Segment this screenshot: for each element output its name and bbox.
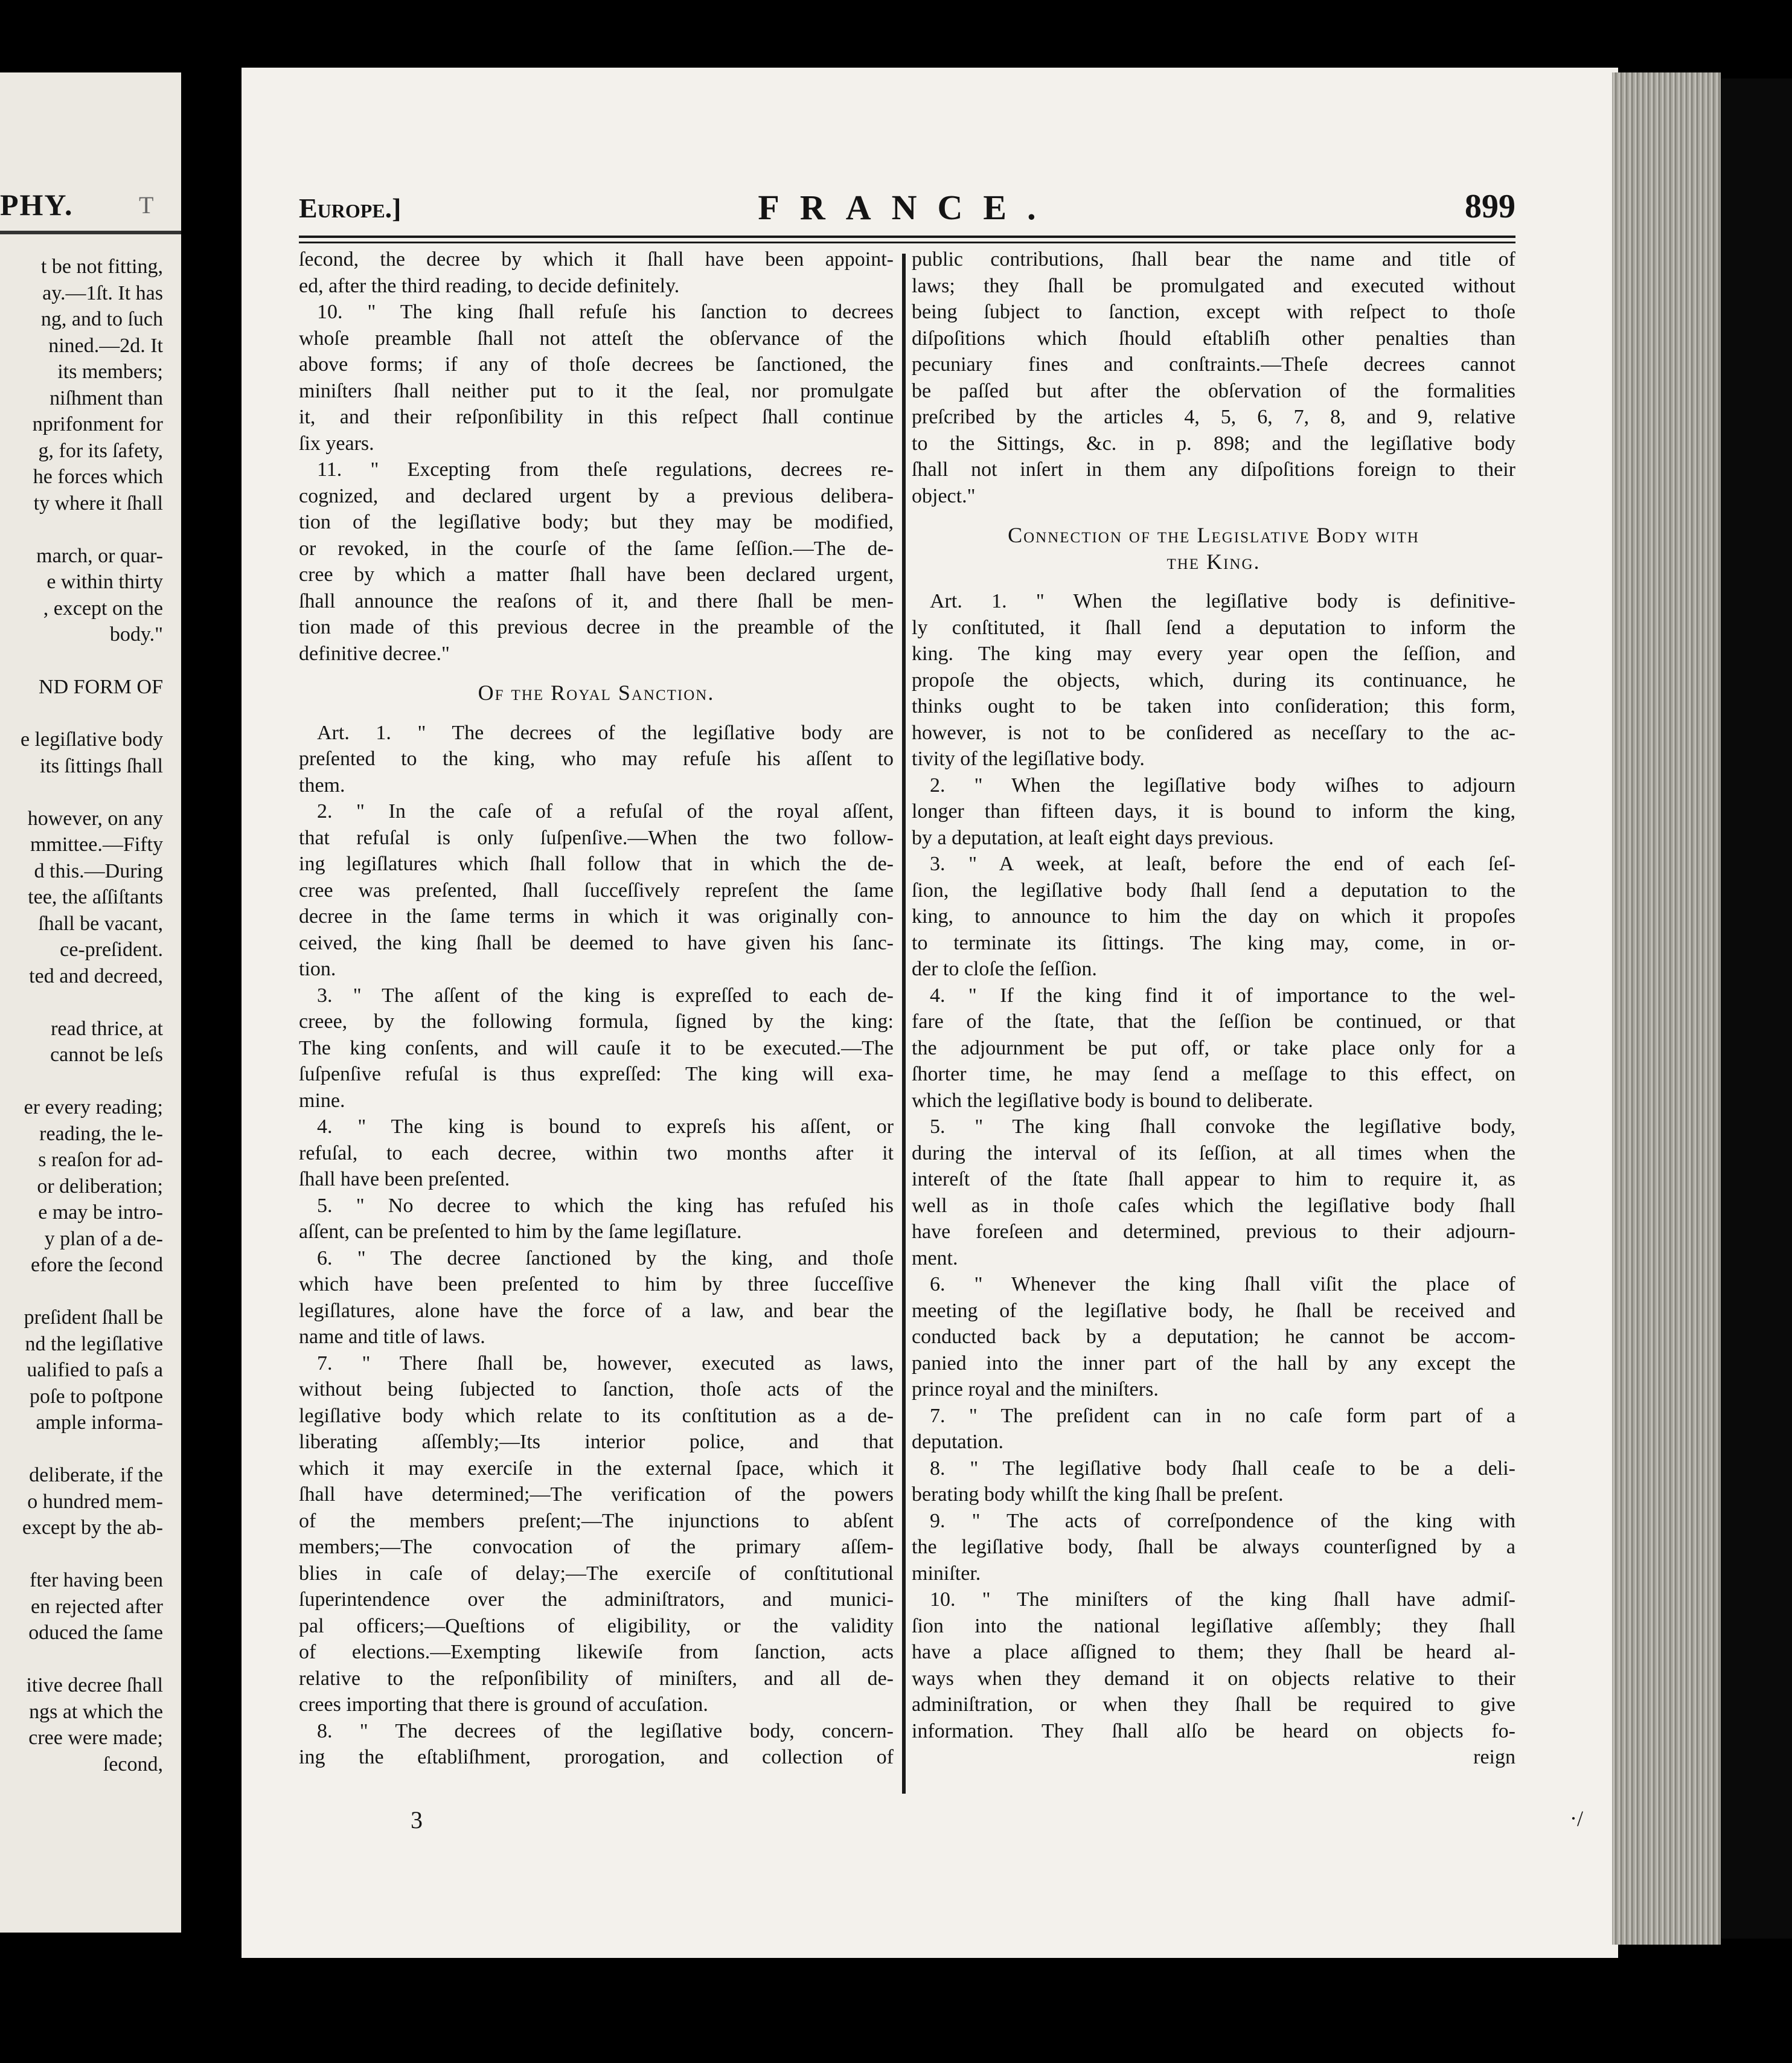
running-head [299,187,1515,231]
text-line: prince royal and the miniſters. [912,1378,1159,1400]
facing-page-line: preſident ſhall be [24,1306,163,1329]
paragraph-gap [912,575,1515,588]
printer-signature-mark: 3 [411,1806,423,1834]
paragraph-gap [912,509,1515,522]
text-line: decree in the ſame terms in which it was originally con- [299,905,894,928]
facing-page-line: ualified to paſs a [27,1359,163,1381]
header-rule-thin [299,242,1515,243]
text-line: legiſlatures, alone have the force of a law, and bear the [299,1299,894,1322]
text-line: adminiſtration, or when they ſhall be required to give [912,1693,1515,1716]
text-line: preſcribed by the articles 4, 5, 6, 7, 8, and 9, relative [912,406,1515,428]
text-line: members;—The convocation of the primary aſſem- [299,1536,894,1558]
text-line: of the members preſent;—The injunctions to abſent [299,1509,894,1532]
text-line: whoſe preamble ſhall not atteſt the obſervance of the [299,327,894,350]
facing-page-line: march, or quar- [36,544,163,567]
facing-page-line: ty where it ſhall [33,492,163,515]
text-line: 4. " The king is bound to expreſs his aſſent, or [317,1115,894,1138]
text-line: der to cloſe the ſeſſion. [912,958,1097,980]
text-line: legiſlative body which relate to its conſtitution as a de- [299,1404,894,1427]
facing-page-line: g, for its ſafety, [38,439,163,462]
text-line: however, is not to be conſidered as neceſſary to the ac- [912,721,1515,744]
facing-page-line [0,516,163,543]
text-line: 2. " When the legiſlative body wiſhes to adjourn [930,774,1515,797]
text-line: ſhall announce the reaſons of it, and there ſhall be men- [299,589,894,612]
facing-page-line: its ſittings ſhall [39,754,163,777]
facing-page-text [0,254,163,1777]
running-head-section: Europe.] [299,193,402,223]
text-line: The king conſents, and will cauſe it to be executed.—The [299,1036,894,1059]
text-line: ſecond, the decree by which it ſhall have been appoint- [299,248,894,271]
text-line: ſion, the legiſlative body ſhall ſend a deputation to the [912,879,1515,902]
facing-page-line: or deliberation; [37,1175,163,1198]
facing-page-line: mmittee.—Fifty [30,833,163,856]
facing-page-line: nprifonment for [32,413,163,435]
facing-page-line: ſhall be vacant, [38,912,163,935]
text-line: tion made of this previous decree in the preamble of the [299,616,894,638]
text-line: reign [1473,1746,1515,1768]
facing-page-line: d this.—During [34,859,163,882]
text-line: refuſal, to each decree, within two months after it [299,1141,894,1164]
text-line: longer than fifteen days, it is bound to inform the king, [912,800,1515,823]
running-head-title: FRANCE. [758,188,1057,227]
facing-page-line [0,989,163,1016]
section-heading: the King. [1166,549,1261,574]
book-page-edges [1612,72,1721,1945]
text-line: 8. " The legiſlative body ſhall ceaſe to be a deli- [930,1457,1515,1480]
facing-page-line: ay.—1ſt. It has [42,281,163,304]
text-line: without being ſubjected to ſanction, thoſe acts of the [299,1378,894,1400]
text-line: 6. " The decree ſanctioned by the king, and thoſe [317,1246,894,1269]
text-line: the adjournment be put off, or take place only for a [912,1036,1515,1059]
facing-page-line: ample informa- [36,1411,163,1434]
facing-page-line: o hundred mem- [27,1490,163,1513]
facing-page-line: ſecond, [103,1753,163,1776]
text-line: fare of the ſtate, that the ſeſſion be continued, or that [912,1010,1515,1033]
facing-page-line: ND FORM OF [39,676,163,698]
text-line: propoſe the objects, which, during its continuance, he [912,669,1515,691]
page-mark: ·/ [1570,1806,1583,1830]
facing-page-line: e may be intro- [38,1201,163,1224]
paragraph-gap [299,667,894,680]
text-line: ſhall not inſert in them any diſpoſitions foreign to their [912,458,1515,481]
text-line: Art. 1. " The decrees of the legiſlative body are [317,721,894,744]
text-column-right [912,246,1515,1771]
facing-page-line: its members; [57,361,163,383]
book-shadow [1721,79,1792,1939]
facing-page-line [0,1279,163,1305]
text-line: ſhall have been preſented. [299,1168,510,1190]
text-line: which have been preſented to him by three ſucceſſive [299,1273,894,1295]
text-line: mine. [299,1089,345,1112]
text-line: ed, after the third reading, to decide definitely. [299,274,680,297]
text-line: ſix years. [299,432,374,455]
text-line: 3. " The aſſent of the king is expreſſed to each de- [317,984,894,1007]
facing-page-line: itive decree ſhall [26,1674,163,1696]
facing-page-line: deliberate, if the [29,1464,163,1486]
facing-page-line: s reaſon for ad- [38,1149,163,1171]
text-line: meeting of the legiſlative body, he ſhall be received and [912,1299,1515,1322]
facing-page-line: read thrice, at [51,1017,163,1040]
text-line: ment. [912,1246,958,1269]
text-line: the legiſlative body, ſhall be always counterſigned by a [912,1536,1515,1558]
text-line: 3. " A week, at leaſt, before the end of each ſeſ- [930,853,1515,875]
facing-page-line: tee, the aſſiſtants [28,886,163,908]
text-line: king, to announce to him the day on which it propoſes [912,905,1515,928]
facing-page-line: except by the ab- [22,1516,163,1539]
text-line: pal officers;—Queſtions of eligibility, or the validity [299,1614,894,1637]
facing-page-line: cannot be leſs [50,1044,163,1066]
text-line: intereſt of the ſtate ſhall appear to him to require it, as [912,1168,1515,1190]
text-line: ſion into the national legiſlative aſſembly; they ſhall [912,1614,1515,1637]
text-line: 7. " There ſhall be, however, executed as laws, [317,1352,894,1375]
facing-page-line [0,1646,163,1673]
text-line: berating body whilſt the king ſhall be preſent. [912,1483,1284,1506]
text-line: ceived, the king ſhall be deemed to have given his ſanc- [299,931,894,954]
facing-page-line [0,1541,163,1568]
text-line: 5. " The king ſhall convoke the legiſlative body, [930,1115,1515,1138]
facing-page-line [0,1068,163,1095]
page-number: 899 [1465,188,1515,225]
facing-page-header-faded: T [139,191,154,219]
facing-page-line: nined.—2d. It [48,334,163,357]
text-line: ly conſtituted, it ſhall ſend a deputation to inform the [912,616,1515,639]
facing-page-line: ted and decreed, [29,964,163,987]
facing-page-line [0,701,163,727]
text-line: relative to the reſponſibility of miniſters, and all de- [299,1667,894,1690]
facing-page-line [0,779,163,806]
text-line: 9. " The acts of correſpondence of the king with [930,1509,1515,1532]
text-line: above forms; if any of thoſe decrees be ſanctioned, the [299,353,894,376]
facing-page-line: fter having been [30,1569,163,1591]
facing-page-line: however, on any [27,807,163,830]
text-line: cognized, and declared urgent by a previous delibera- [299,484,894,507]
text-line: information. They ſhall alſo be heard on objects fo- [912,1719,1515,1742]
facing-page-line: e legiſlative body [20,728,163,751]
section-heading: Connection of the Legislative Body with [1008,523,1419,547]
text-line: crees importing that there is ground of accuſation. [299,1693,708,1716]
text-line: 2. " In the caſe of a refuſal of the royal aſſent, [317,800,894,823]
text-line: 6. " Whenever the king ſhall viſit the place of [930,1273,1515,1295]
text-line: being ſubject to ſanction, except with reſpect to thoſe [912,301,1515,323]
facing-page-rule [0,231,181,234]
text-line: name and title of laws. [299,1326,485,1348]
text-line: ing the eſtabliſhment, prorogation, and collection of [299,1746,894,1768]
text-line: deputation. [912,1431,1004,1453]
text-line: preſented to the king, who may refuſe his aſſent to [299,748,894,770]
text-line: 8. " The decrees of the legiſlative body, concern- [317,1719,894,1742]
text-line: public contributions, ſhall bear the name and title of [912,248,1515,271]
text-line: them. [299,774,345,797]
text-line: tivity of the legiſlative body. [912,748,1145,770]
facing-page-line: ce-preſident. [60,938,163,961]
text-line: tion of the legiſlative body; but they may be modified, [299,511,894,533]
section-heading: Of the Royal Sanction. [478,681,715,705]
text-line: be paſſed but after the obſervation of the formalities [912,379,1515,402]
text-line: ſhall have determined;—The verification of the powers [299,1483,894,1506]
header-rule [299,236,1515,238]
text-line: conducted back by a deputation; he cannot be accom- [912,1326,1515,1348]
text-line: it, and their reſponſibility in this reſpect ſhall continue [299,406,894,428]
facing-page-line: cree were made; [28,1727,163,1749]
text-line: ſuſpenſive refuſal is thus expreſſed: The king will exa- [299,1063,894,1085]
text-line: 4. " If the king find it of importance to the wel- [930,984,1515,1007]
text-line: aſſent, can be preſented to him by the ſame legiſlature. [299,1221,742,1243]
column-divider [902,254,906,1794]
text-line: miniſter. [912,1562,981,1585]
text-line: that refuſal is only ſuſpenſive.—When the two follow- [299,826,894,849]
facing-page-left [0,72,181,1933]
text-line: have foreſeen and determined, previous to their adjourn- [912,1221,1515,1243]
facing-page-line: body." [109,623,163,646]
text-line: ing legiſlatures which ſhall follow that in which the de- [299,853,894,875]
facing-page-line: reading, the le- [39,1122,163,1145]
text-line: to the Sittings, &c. in p. 898; and the legiſlative body [912,432,1515,455]
text-line: thinks ought to be taken into conſideration; this form, [912,695,1515,717]
text-line: by a deputation, at leaſt eight days previous. [912,826,1274,849]
text-line: have a place aſſigned to them; they ſhall be heard al- [912,1641,1515,1663]
facing-page-line: t be not fitting, [40,255,163,278]
text-line: during the interval of its ſeſſion, at all times when the [912,1141,1515,1164]
text-line: object." [912,484,976,507]
facing-page-line: oduced the ſame [28,1622,163,1644]
facing-page-line: niſhment than [50,387,163,409]
text-line: 10. " The king ſhall refuſe his ſanction to decrees [317,301,894,323]
facing-page-line: efore the ſecond [31,1254,163,1276]
facing-page-line: y plan of a de- [44,1227,163,1250]
text-line: laws; they ſhall be promulgated and executed without [912,274,1515,297]
text-line: to terminate its ſittings. The king may, come, in or- [912,931,1515,954]
text-line: cree was preſented, ſhall ſucceſſively repreſent the ſame [299,879,894,902]
facing-page-line [0,1436,163,1463]
text-line: 5. " No decree to which the king has refuſed his [317,1194,894,1217]
text-line: pecuniary fines and conſtraints.—Theſe decrees cannot [912,353,1515,376]
facing-page-line: he forces which [33,466,163,488]
text-line: ways when they demand it on objects relative to their [912,1667,1515,1690]
paragraph-gap [299,707,894,720]
text-line: 11. " Excepting from theſe regulations, decrees re- [317,458,894,481]
text-line: blies in caſe of delay;—The exerciſe of conſtitutional [299,1562,894,1585]
text-line: panied into the inner part of the hall by any except the [912,1352,1515,1375]
facing-page-line [0,648,163,675]
text-line: miniſters ſhall neither put to it the ſeal, nor promulgate [299,379,894,402]
facing-page-line: ng, and to ſuch [40,308,163,330]
text-line: king. The king may every year open the ſeſſion, and [912,643,1515,665]
facing-page-line: er every reading; [24,1096,163,1118]
text-line: liberating aſſembly;—Its interior police, and that [299,1431,894,1453]
text-column-left [299,246,894,1771]
text-line: ſuperintendence over the adminiſtrators, and munici- [299,1588,894,1611]
facing-page-line: ngs at which the [29,1700,163,1723]
facing-page-line: e within thirty [46,571,163,593]
text-line: 10. " The miniſters of the king ſhall have admiſ- [930,1588,1515,1611]
facing-page-header: PHY. [0,188,74,222]
text-line: or revoked, in the courſe of the ſame ſeſſion.—The de- [299,537,894,560]
text-line: Art. 1. " When the legiſlative body is definitive- [930,590,1515,612]
text-line: of elections.—Exempting likewiſe from ſanction, acts [299,1641,894,1663]
text-line: definitive decree." [299,642,450,665]
text-line: which the legiſlative body is bound to deliberate. [912,1089,1313,1112]
text-line: ſhorter time, he may ſend a meſſage to this effect, on [912,1063,1515,1085]
facing-page-line: en rejected after [31,1595,163,1618]
text-line: creee, by the following formula, ſigned by the king: [299,1010,894,1033]
text-line: diſpoſitions which ſhould eſtabliſh other penalties than [912,327,1515,350]
text-line: tion. [299,958,336,980]
facing-page-line: nd the legiſlative [25,1332,163,1355]
text-line: well as in thoſe caſes which the legiſlative body ſhall [912,1194,1515,1217]
facing-page-line: poſe to poſtpone [30,1385,163,1408]
facing-page-line: , except on the [43,597,163,620]
text-line: 7. " The preſident can in no caſe form part of a [930,1404,1515,1427]
text-line: cree by which a matter ſhall have been declared urgent, [299,563,894,586]
text-line: which it may exerciſe in the external ſpace, which it [299,1457,894,1480]
